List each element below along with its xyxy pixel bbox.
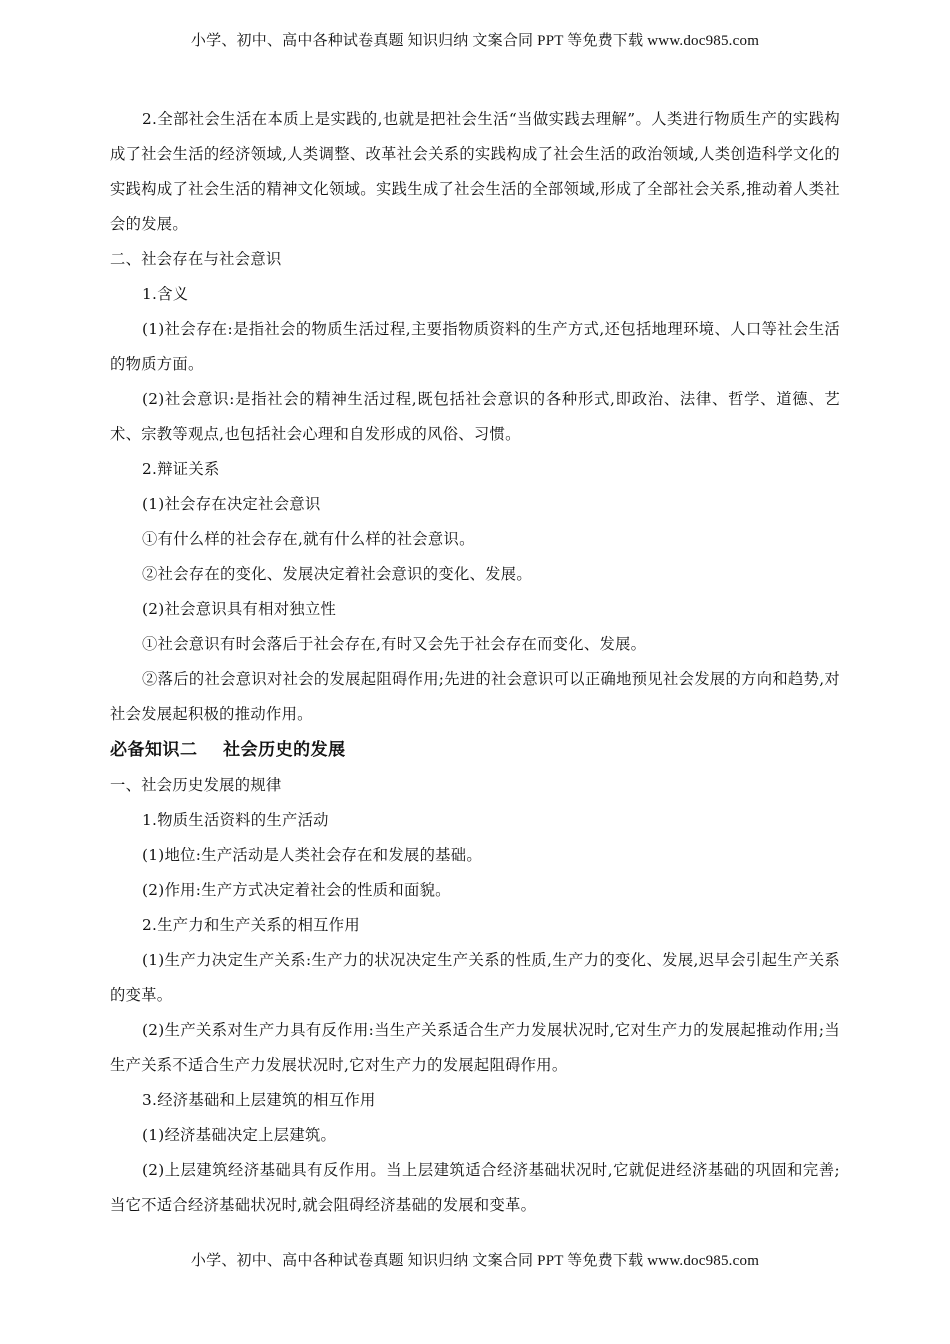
item-relations-react-on-forces: (2)生产关系对生产力具有反作用:当生产关系适合生产力发展状况时,它对生产力的发展起推动作用;当生产关系不适合生产力发展状况时,它对生产力的发展起阻碍作用。 (110, 1021, 840, 1074)
item-superstructure-reacts: (2)上层建筑经济基础具有反作用。当上层建筑适合经济基础状况时,它就促进经济基础的巩固和完善;当它不适合经济基础状况时,就会阻碍经济基础的发展和变革。 (110, 1161, 840, 1214)
subsection-productive-forces: 2.生产力和生产关系的相互作用 (142, 916, 360, 934)
item-social-existence-definition: (1)社会存在:是指社会的物质生活过程,主要指物质资料的生产方式,还包括地理环境、人口等社会生活的物质方面。 (110, 320, 840, 373)
item-existence-determines-consciousness: (1)社会存在决定社会意识 (142, 495, 321, 513)
subsection-meaning: 1.含义 (142, 285, 189, 303)
item-social-consciousness-definition: (2)社会意识:是指社会的精神生活过程,既包括社会意识的各种形式,即政治、法律、哲学、道德、艺术、宗教等观点,也包括社会心理和自发形成的风俗、习惯。 (110, 390, 840, 443)
subsection-production-activity: 1.物质生活资料的生产活动 (142, 811, 329, 829)
point-2: ②落后的社会意识对社会的发展起阻碍作用;先进的社会意识可以正确地预见社会发展的方向和趋势,对社会发展起积极的推动作用。 (110, 670, 840, 723)
document-body (110, 102, 840, 1223)
point-1: ①社会意识有时会落后于社会存在,有时又会先于社会存在而变化、发展。 (142, 635, 647, 653)
point-2: ②社会存在的变化、发展决定着社会意识的变化、发展。 (142, 565, 532, 583)
subsection-dialectical-relation: 2.辩证关系 (142, 460, 220, 478)
point-1: ①有什么样的社会存在,就有什么样的社会意识。 (142, 530, 475, 548)
item-position: (1)地位:生产活动是人类社会存在和发展的基础。 (142, 846, 482, 864)
item-forces-determine-relations: (1)生产力决定生产关系:生产力的状况决定生产关系的性质,生产力的变化、发展,迟早会引起生产关系的变革。 (110, 951, 840, 1004)
page-header: 小学、初中、高中各种试卷真题 知识归纳 文案合同 PPT 等免费下载 www.doc985.com (190, 33, 760, 49)
item-function: (2)作用:生产方式决定着社会的性质和面貌。 (142, 881, 451, 899)
section-title-social-existence: 二、社会存在与社会意识 (110, 250, 282, 268)
paragraph-social-life-practice: 2.全部社会生活在本质上是实践的,也就是把社会生活“当做实践去理解”。人类进行物质生产的实践构成了社会生活的经济领域,人类调整、改革社会关系的实践构成了社会生活的政治领域,人类创造科学文化的实践构成了社会生活的精神文化领域。实践生成了社会生活的全部领域,形成了全部社会关系,推动着人类社会的发展。 (110, 110, 840, 233)
page-footer: 小学、初中、高中各种试卷真题 知识归纳 文案合同 PPT 等免费下载 www.doc985.com (190, 1253, 760, 1269)
section-title-historical-laws: 一、社会历史发展的规律 (110, 776, 282, 794)
subsection-economic-base: 3.经济基础和上层建筑的相互作用 (142, 1091, 376, 1109)
item-base-determines-superstructure: (1)经济基础决定上层建筑。 (142, 1126, 337, 1144)
heading-required-knowledge-2: 必备知识二 社会历史的发展 (110, 740, 346, 760)
item-relative-independence: (2)社会意识具有相对独立性 (142, 600, 337, 618)
